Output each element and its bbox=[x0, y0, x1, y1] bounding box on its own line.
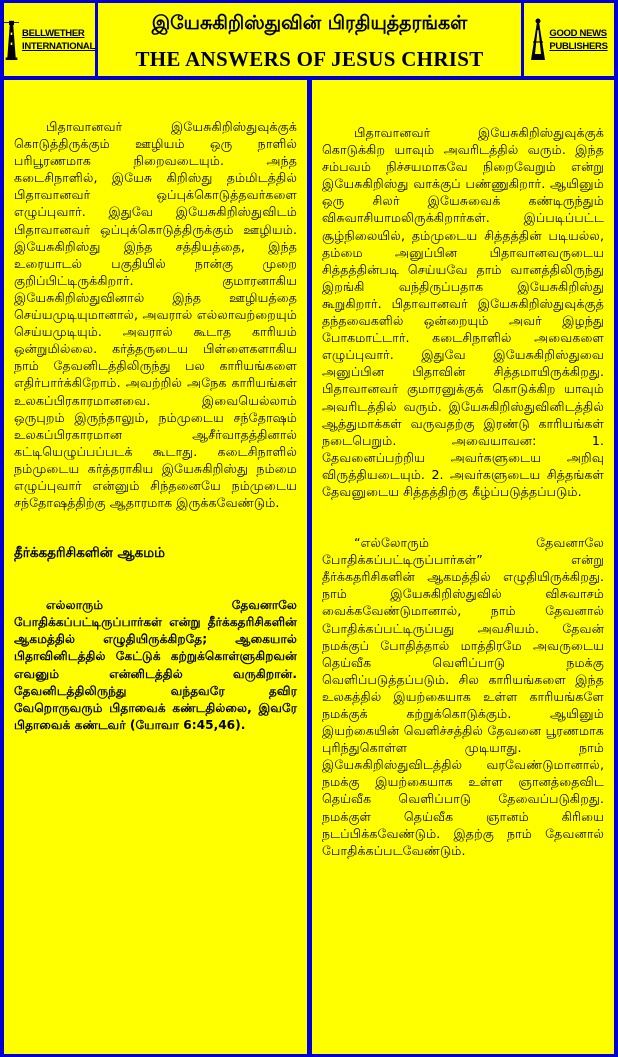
right-column bbox=[312, 80, 614, 1054]
section-heading: தீர்க்கதரிசிகளின் ஆகமம் bbox=[14, 545, 165, 562]
logo-good-news bbox=[524, 3, 614, 76]
logo-bellwether bbox=[4, 3, 95, 76]
body-paragraph: பிதாவானவர் இயேசுகிறிஸ்துவுக்குக் கொடுத்திருக்கும் ஊழியம் ஒரு நாளில் பரிபூரணமாக நிறைவடையும். அந்த கடைசிநாளில், இயேசு கிறிஸ்து தம்மிடத்தில் பிதாவானவர் ஒப்புக்கொடுத்தவர்களை எழுப்புவார். இதுவே இயேசுகிறிஸ்துவிடம் பிதாவானவர் ஒப்புக்கொடுத்திருக்கும் ஊழியம். இயேசுகிறிஸ்து இந்த சத்தியத்தை, இந்த உரையாடல் பகுதியில் நான்கு முறை குறிப்பிட்டிருக்கிறார். குமாரனாகிய இயேசுகிறிஸ்துவினால் இந்த ஊழியத்தை செய்யமுடியுமானால், அவரால் எல்லாவற்றையும் செய்யமுடியும். அவரால் கூடாத காரியம் ஒன்றுமில்லை. கர்த்தருடைய பிள்ளைகளாகிய நாம் தேவனிடத்திலிருந்து பல காரியங்களை எதிர்பார்க்கிறோம். அவற்றில் அநேக காரியங்கள் உலகப்பிரகாரமானவை. இவையெல்லாம் ஒருபுறம் இருந்தாலும், நம்முடைய சந்தோஷம் உலகப்பிரகாரமான ஆசீர்வாதத்தினால் கட்டியெழுப்பப்படக் கூடாது. கடைசிநாளில் நம்முடைய கர்த்தராகிய இயேசுகிறிஸ்து நம்மை எழுப்புவார் என்னும் சிந்தனையே நம்முடைய சந்தோஷத்திற்கு ஆதாரமாக இருக்கவேண்டும். bbox=[14, 119, 297, 511]
radio-tower-icon bbox=[530, 18, 546, 62]
logo-text-left bbox=[22, 27, 95, 53]
lighthouse-icon bbox=[4, 15, 19, 65]
page-title-tamil: இயேசுகிறிஸ்துவின் பிரதியுத்தரங்கள் bbox=[151, 12, 468, 34]
left-column bbox=[4, 80, 307, 1054]
logo-text-right bbox=[549, 27, 607, 53]
logo-line-1: GOOD NEWS bbox=[549, 27, 607, 39]
scripture-quote: எல்லாரும் தேவனாலே போதிக்கப்பட்டிருப்பார்கள் என்று தீர்க்கதரிசிகளின் ஆகமத்தில் எழுதியிருக்கிறதே; ஆகையால் பிதாவினிடத்தில் கேட்டுக் கற்றுக்கொள்ளுகிறவன் எவனும் என்னிடத்தில் வருகிறான். தேவனிடத்திலிருந்து வந்தவரே தவிர வேறொருவரும் பிதாவைக் கண்டதில்லை, இவரே பிதாவைக் கண்டவர் (யோவா 6:45,46). bbox=[14, 598, 297, 732]
body-paragraph: பிதாவானவர் இயேசுகிறிஸ்துவுக்குக் கொடுக்கிற யாவும் அவரிடத்தில் வரும். இந்த சம்பவம் நிச்சயமாகவே நிறைவேறும் என்று இயேசுகிறிஸ்து வாக்குப் பண்ணுகிறார். ஆயினும் ஒரு சிலர் இயேசுவைக் கண்டிருந்தும் விசுவாசியாமலிருக்கிறார்கள். இப்படிப்பட்ட சூழ்நிலையில், தம்முடைய சித்தத்தின் படியல்ல, தம்மை அனுப்பின பிதாவானவருடைய சித்தத்தின்படி செய்யவே தாம் வானத்திலிருந்து இறங்கி வந்திருப்பதாக இயேசுகிறிஸ்து கூறுகிறார். பிதாவானவர் இயேசுகிறிஸ்துவுக்குத் தந்தவைகளில் ஒன்றையும் அவர் இழந்து போகமாட்டார். கடைசிநாளில் அவைகளை எழுப்புவார். இதுவே இயேசுகிறிஸ்துவை அனுப்பின பிதாவின் சித்தமாயிருக்கிறது. பிதாவானவர் குமாரனுக்குக் கொடுக்கிற யாவும் அவரிடத்தில் வரும். இயேசுகிறிஸ்துவினிடத்தில் ஆத்துமாக்கள் வருவதற்கு இரண்டு காரியங்கள் நடைபெறும். அவையாவன: 1. தேவனைப்பற்றிய அவர்களுடைய அறிவு விருத்தியடையும். 2. அவர்களுடைய சித்தங்கள் தேவனுடைய சித்தத்திற்கு கீழ்ப்படுத்தப்படும். bbox=[322, 125, 604, 499]
logo-line-2: INTERNATIONAL bbox=[22, 40, 95, 52]
logo-line-1: BELLWETHER bbox=[22, 27, 85, 39]
page-title-english: THE ANSWERS OF JESUS CHRIST bbox=[135, 47, 484, 71]
body-paragraph: “எல்லோரும் தேவனாலே போதிக்கப்பட்டிருப்பார்கள்” என்று தீர்க்கதரிசிகளின் ஆகமத்தில் எழுதியிருக்கிறது. நாம் இயேசுகிறிஸ்துவில் விசுவாசம் வைக்கவேண்டுமானால், நாம் தேவனால் போதிக்கப்பட்டிருப்பது அவசியம். தேவன் நமக்குப் போதித்தால் மாத்திரமே அவருடைய தெய்வீக வெளிப்பாடு நமக்கு வெளிப்படுத்தப்படும். சில காரியங்களை இந்த உலகத்தில் இயற்கையாக உள்ள காரியங்களே நமக்குக் கற்றுக்கொடுக்கும். ஆயினும் இயற்கையின் வெளிச்சத்தில் தேவனை பூரணமாக புரிந்துகொள்ள முடியாது. நாம் இயேசுகிறிஸ்துவிடத்தில் வரவேண்டுமானால், நமக்கு இயற்கையாக உள்ள ஞானத்தைவிட தெய்வீக வெளிப்பாடு தேவைப்படுகிறது. நமக்குள் தெய்வீக ஞானம் கிரியை நடப்பிக்கவேண்டும். இதற்கு நாம் தேவனால் போதிக்கப்படவேண்டும். bbox=[322, 535, 604, 858]
logo-line-2: PUBLISHERS bbox=[549, 40, 608, 52]
page-header bbox=[98, 3, 521, 76]
